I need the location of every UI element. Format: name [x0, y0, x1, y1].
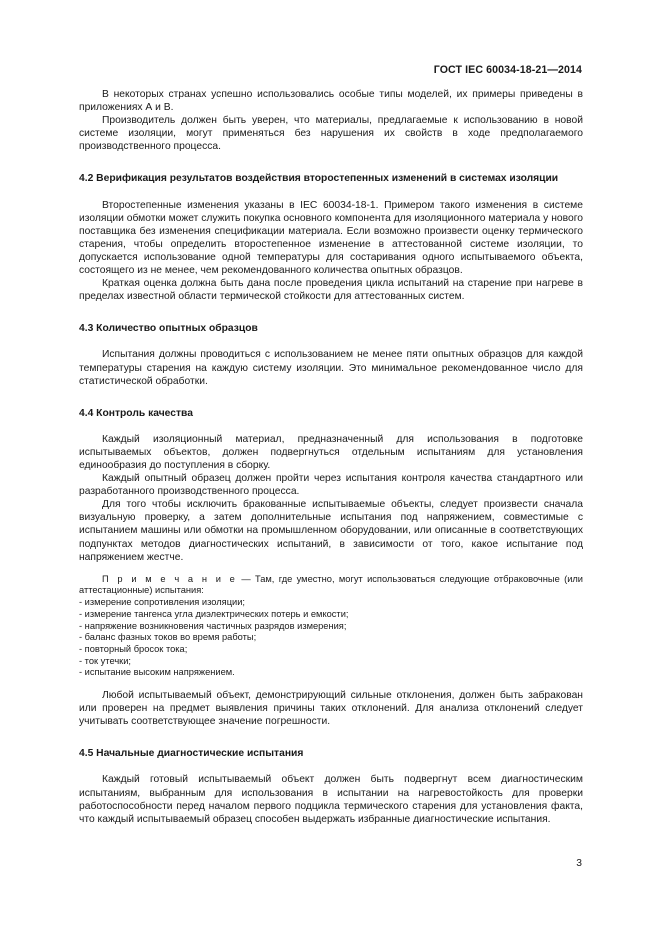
section-4-5-heading: 4.5 Начальные диагностические испытания [79, 748, 304, 760]
section-4-4-paragraph-3: Для того чтобы исключить бракованные испытываемые объекты, следует произвести сначала визуальную проверку, а затем дополнительные испытания под напряжением, совместимые с испытанием машины или обмотки на промышленном оборудовании, или описанные в соответствующих подпунктах методов диагностических испытаний, в зависимости от того, какое испытание под напряжением жестче. [79, 499, 583, 563]
intro-paragraph-2: Производитель должен быть уверен, что материалы, предлагаемые к использованию в новой системе изоляции, могут применяться без нарушения их свойств в ходе предполагаемого производственного процесса. [79, 115, 583, 153]
intro-paragraph-1: В некоторых странах успешно использовались особые типы моделей, их примеры приведены в приложениях А и В. [79, 89, 583, 114]
note-label: П р и м е ч а н и е [102, 573, 237, 584]
note-intro [79, 574, 583, 597]
section-4-2-paragraph-2: Краткая оценка должна быть дана после проведения цикла испытаний на старение при нагреве в пределах известной области термической стойкости для аттестованных систем. [79, 278, 583, 303]
section-4-4-heading: 4.4 Контроль качества [79, 407, 193, 419]
section-4-4-paragraph-2: Каждый опытный образец должен пройти через испытания контроля качества стандартного или разработанного производственного процесса. [79, 473, 583, 498]
section-4-2-paragraph-1: Второстепенные изменения указаны в IEC 60034-18-1. Примером такого изменения в системе изоляции обмотки может служить покупка основного компонента для изоляционного материала у нового поставщика без изменения спецификации материала. Если возможно произвести оценку термического старения, чтобы определить второстепенное изменение в аттестованной системе изоляции, то допускается использование одной температуры для состаривания одного испытываемого объекта, состоящего из не менее, чем рекомендованного количества опытных образцов. [79, 199, 583, 277]
note-block [79, 574, 583, 679]
note-list [79, 597, 583, 679]
document-body [79, 88, 583, 826]
note-list-item: - баланс фазных токов во время работы; [79, 632, 257, 643]
note-list-item: - испытание высоким напряжением. [79, 667, 235, 678]
section-4-4-paragraph-1: Каждый изоляционный материал, предназначенный для использования в подготовке испытываемых объектов, должен подвергнуться отдельным испытаниям для установления единообразия до поступления в сборку. [79, 433, 583, 471]
section-4-3-paragraph-1: Испытания должны проводиться с использованием не менее пяти опытных образцов для каждой температуры старения на каждую систему изоляции. Это минимальное рекомендованное число для статистической обработки. [79, 349, 583, 387]
note-text: — Там, где уместно, могут использоваться следующие отбраковочные (или аттестационные) испытания: [79, 573, 583, 596]
note-list-item: - ток утечки; [79, 655, 132, 666]
section-4-2-heading: 4.2 Верификация результатов воздействия второстепенных изменений в системах изоляции [79, 173, 559, 185]
note-list-item: - напряжение возникновения частичных разрядов измерения; [79, 620, 347, 631]
note-list-item: - измерение сопротивления изоляции; [79, 597, 246, 608]
section-4-4-paragraph-4: Любой испытываемый объект, демонстрирующий сильные отклонения, должен быть забракован или проверен на предмет выявления причины таких отклонений. Для анализа отклонений следует учитывать соответствующее значение погрешности. [79, 690, 583, 728]
section-4-5-paragraph-1: Каждый готовый испытываемый объект должен быть подвергнут всем диагностическим испытаниям, выбранным для использования в испытании на нагревостойкость для проверки работоспособности перед началом первого подцикла термического старения для установления факта, что каждый испытываемый образец способен выдержать избранные диагностические испытания. [79, 774, 583, 825]
page-number: 3 [576, 858, 582, 869]
section-4-3-heading: 4.3 Количество опытных образцов [79, 323, 258, 335]
document-header: ГОСТ IEC 60034-18-21—2014 [433, 64, 582, 76]
note-list-item: - повторный бросок тока; [79, 643, 188, 654]
note-list-item: - измерение тангенса угла диэлектрических потерь и емкости; [79, 608, 349, 619]
